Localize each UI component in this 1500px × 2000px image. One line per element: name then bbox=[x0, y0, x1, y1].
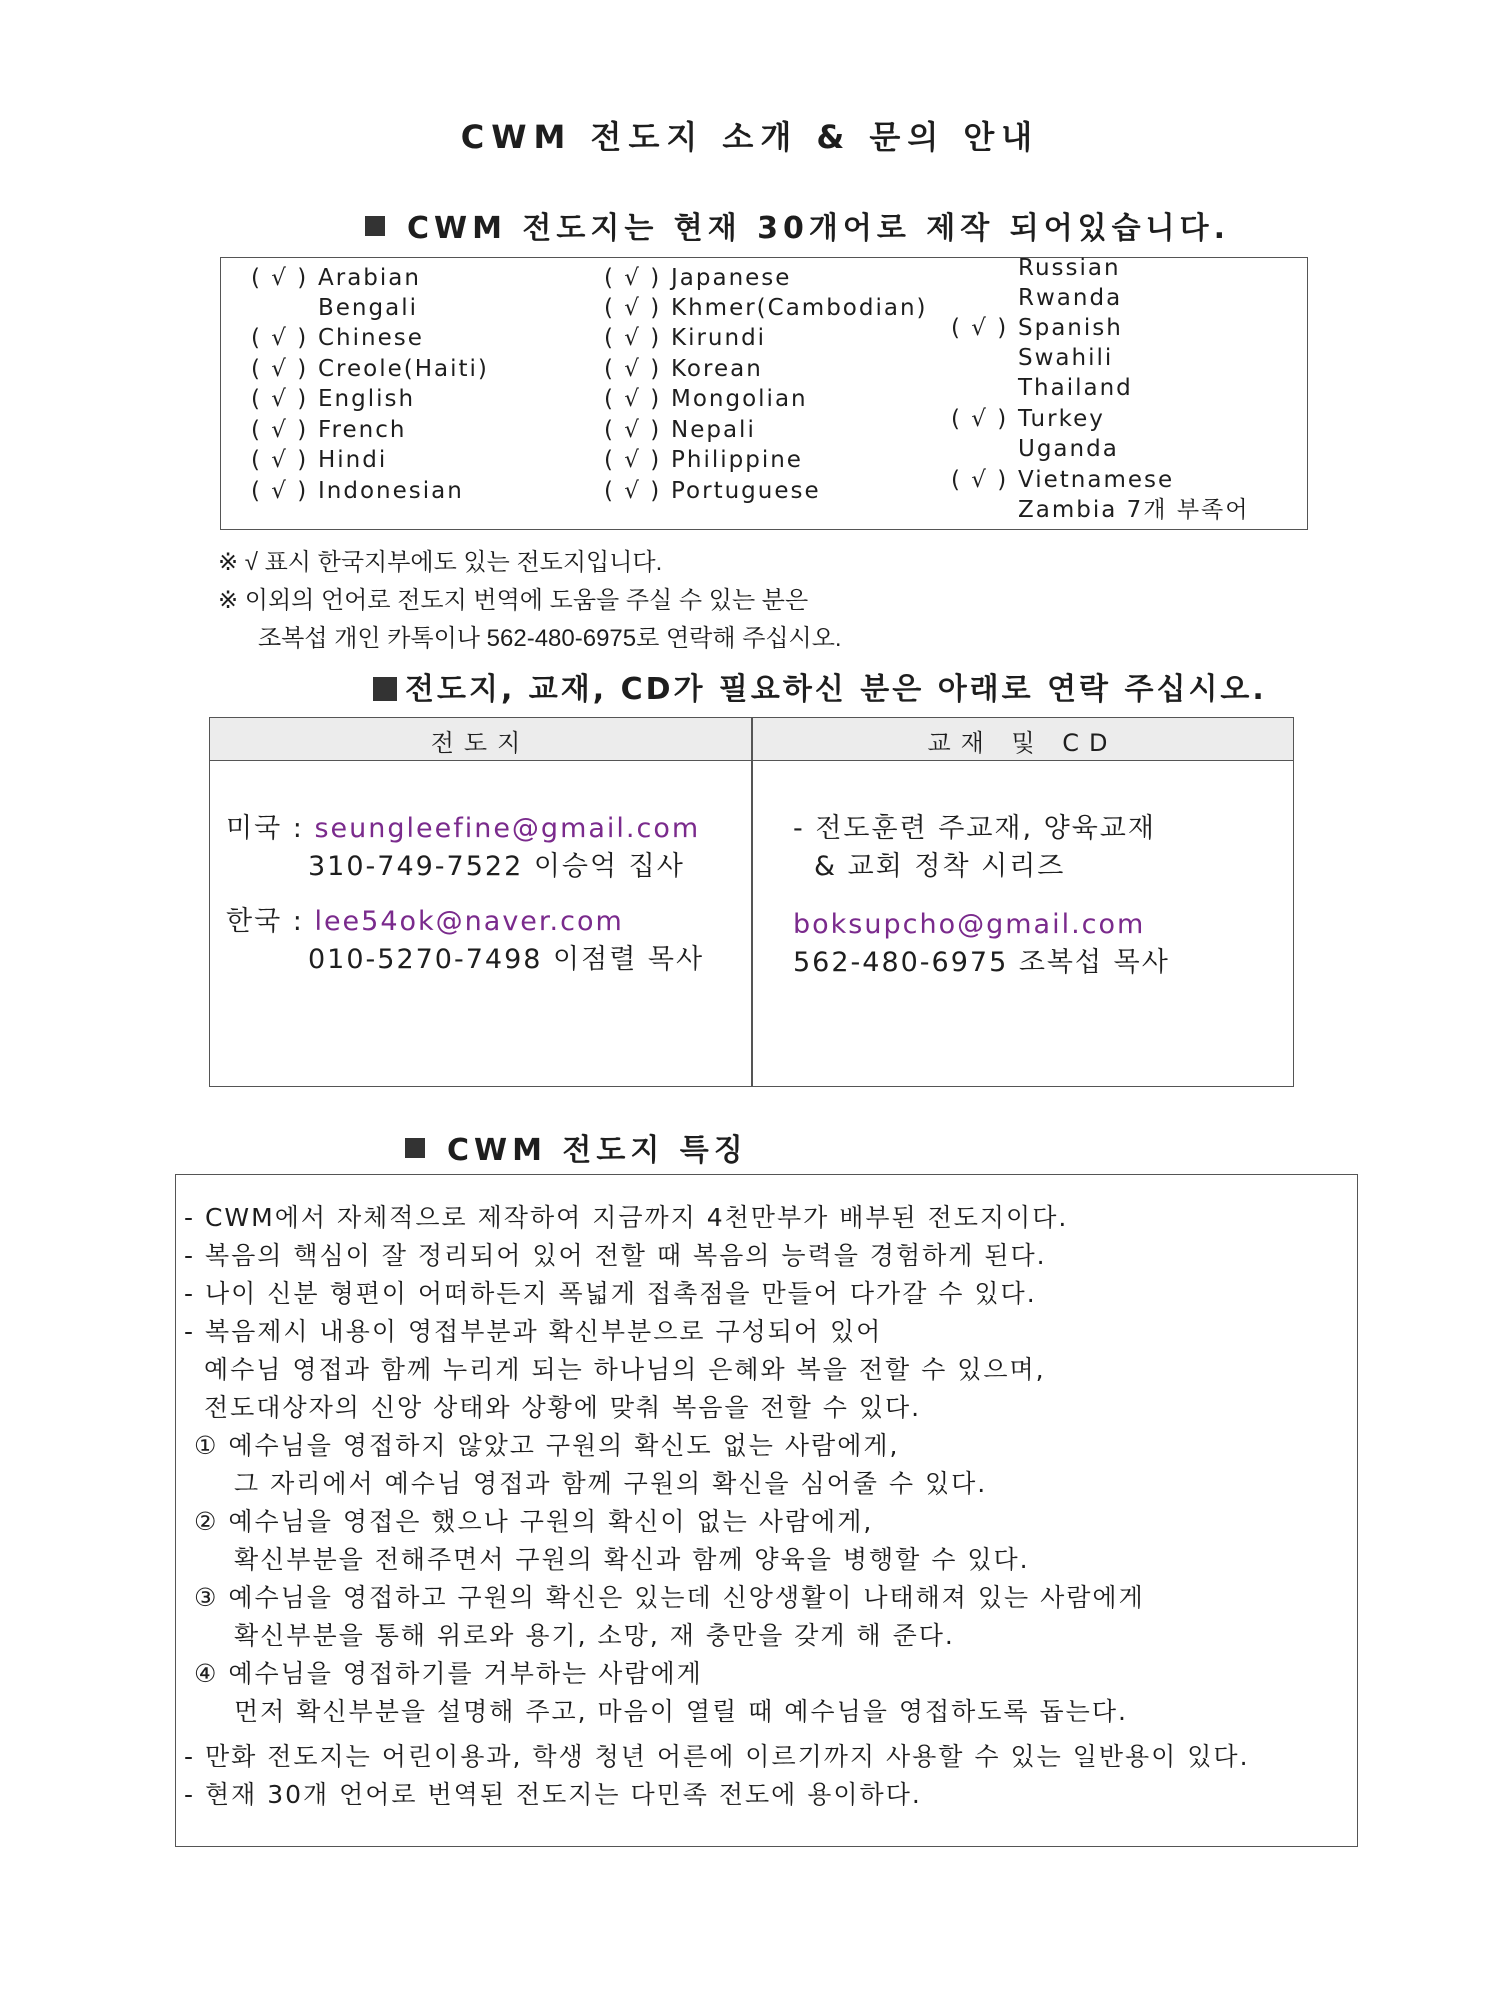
language-item: ( √ ) Mongolian bbox=[604, 386, 808, 412]
bullet-square-icon bbox=[405, 1138, 425, 1158]
contact-table bbox=[209, 717, 1294, 1087]
language-item: Swahili bbox=[1018, 345, 1114, 371]
section-languages-heading bbox=[365, 203, 1230, 247]
materials-email-link[interactable]: boksupcho@gmail.com bbox=[793, 909, 1146, 940]
language-item: ( √ ) Vietnamese bbox=[951, 467, 1175, 493]
usa-phone: 310-749-7522 이승억 집사 bbox=[308, 851, 685, 882]
usa-contact bbox=[226, 811, 700, 847]
feature-line: - 만화 전도지는 어린이용과, 학생 청년 어른에 이르기까지 사용할 수 있는 일반용이 있다. bbox=[184, 1742, 1250, 1771]
section-contact-heading bbox=[373, 664, 1267, 708]
language-item: ( √ ) Portuguese bbox=[604, 478, 821, 504]
language-item: Zambia 7개 부족어 bbox=[1018, 497, 1250, 523]
feature-line: 그 자리에서 예수님 영접과 함께 구원의 확신을 심어줄 수 있다. bbox=[234, 1469, 988, 1498]
feature-line: ③ 예수님을 영접하고 구원의 확신은 있는데 신앙생활이 나태해져 있는 사람에게 bbox=[194, 1583, 1145, 1612]
language-item: ( √ ) Korean bbox=[604, 356, 763, 382]
language-item: Thailand bbox=[1018, 375, 1133, 401]
language-item: Rwanda bbox=[1018, 285, 1123, 311]
materials-line: - 전도훈련 주교재, 양육교재 bbox=[793, 813, 1156, 844]
bullet-square-icon bbox=[373, 677, 397, 701]
note-line: ※ √ 표시 한국지부에도 있는 전도지입니다. bbox=[218, 549, 663, 576]
language-item: Uganda bbox=[1018, 436, 1119, 462]
section-contact-title: 전도지, 교재, CD가 필요하신 분은 아래로 연락 주십시오. bbox=[405, 672, 1267, 707]
language-item: ( √ ) Arabian bbox=[251, 265, 421, 291]
language-item: ( √ ) Nepali bbox=[604, 417, 756, 443]
feature-line: ④ 예수님을 영접하기를 거부하는 사람에게 bbox=[194, 1659, 703, 1688]
feature-line: - 현재 30개 언어로 번역된 전도지는 다민족 전도에 용이하다. bbox=[184, 1780, 922, 1809]
language-item: ( √ ) Hindi bbox=[251, 447, 388, 473]
usa-email-link[interactable]: seungleefine@gmail.com bbox=[314, 813, 701, 844]
language-item: ( √ ) Turkey bbox=[951, 406, 1105, 432]
feature-line: 예수님 영접과 함께 누리게 되는 하나님의 은혜와 복을 전할 수 있으며, bbox=[204, 1355, 1046, 1384]
materials-column-header: 교재 및 CD bbox=[752, 718, 1293, 761]
feature-line: 확신부분을 전해주면서 구원의 확신과 함께 양육을 병행할 수 있다. bbox=[234, 1545, 1030, 1574]
tracts-column-header: 전도지 bbox=[210, 718, 751, 761]
korea-email-link[interactable]: lee54ok@naver.com bbox=[314, 906, 624, 937]
language-item: ( √ ) Philippine bbox=[604, 447, 803, 473]
feature-line: ② 예수님을 영접은 했으나 구원의 확신이 없는 사람에게, bbox=[194, 1507, 874, 1536]
language-item: Bengali bbox=[318, 295, 418, 321]
feature-line: - 복음제시 내용이 영접부분과 확신부분으로 구성되어 있어 bbox=[184, 1317, 883, 1346]
feature-line: - CWM에서 자체적으로 제작하여 지금까지 4천만부가 배부된 전도지이다. bbox=[184, 1203, 1069, 1232]
language-item: ( √ ) Indonesian bbox=[251, 478, 464, 504]
feature-line: - 복음의 핵심이 잘 정리되어 있어 전할 때 복음의 능력을 경험하게 된다. bbox=[184, 1241, 1047, 1270]
section-features-title: CWM 전도지 특징 bbox=[447, 1133, 748, 1168]
korea-label: 한국 : bbox=[226, 906, 304, 937]
language-item: ( √ ) Spanish bbox=[951, 315, 1123, 341]
section-languages-title: CWM 전도지는 현재 30개어로 제작 되어있습니다. bbox=[407, 211, 1230, 246]
section-features-heading bbox=[405, 1125, 748, 1169]
page-title: CWM 전도지 소개 & 문의 안내 bbox=[460, 118, 1040, 156]
language-item: ( √ ) Kirundi bbox=[604, 325, 767, 351]
languages-box bbox=[220, 257, 1308, 530]
features-box bbox=[175, 1174, 1358, 1847]
note-line: ※ 이외의 언어로 전도지 번역에 도움을 주실 수 있는 분은 bbox=[218, 587, 809, 614]
language-item: ( √ ) Japanese bbox=[604, 265, 792, 291]
feature-line: 확신부분을 통해 위로와 용기, 소망, 재 충만을 갖게 해 준다. bbox=[234, 1621, 955, 1650]
materials-line: & 교회 정착 시리즈 bbox=[814, 851, 1066, 882]
language-item: ( √ ) Khmer(Cambodian) bbox=[604, 295, 928, 321]
materials-phone: 562-480-6975 조복섭 목사 bbox=[793, 947, 1170, 978]
language-item: Russian bbox=[1018, 255, 1121, 281]
column-divider bbox=[751, 718, 753, 1086]
usa-label: 미국 : bbox=[226, 813, 304, 844]
note-line: 조복섭 개인 카톡이나 562-480-6975로 연락해 주십시오. bbox=[258, 625, 842, 652]
feature-line: 먼저 확신부분을 설명해 주고, 마음이 열릴 때 예수님을 영접하도록 돕는다. bbox=[234, 1697, 1128, 1726]
feature-line: ① 예수님을 영접하지 않았고 구원의 확신도 없는 사람에게, bbox=[194, 1431, 900, 1460]
language-item: ( √ ) French bbox=[251, 417, 407, 443]
korea-phone: 010-5270-7498 이점렬 목사 bbox=[308, 944, 705, 975]
feature-line: 전도대상자의 신앙 상태와 상황에 맞춰 복음을 전할 수 있다. bbox=[204, 1393, 922, 1422]
bullet-square-icon bbox=[365, 216, 385, 236]
language-item: ( √ ) Chinese bbox=[251, 325, 424, 351]
language-item: ( √ ) Creole(Haiti) bbox=[251, 356, 489, 382]
korea-contact bbox=[226, 904, 624, 940]
language-item: ( √ ) English bbox=[251, 386, 416, 412]
feature-line: - 나이 신분 형편이 어떠하든지 폭넓게 접촉점을 만들어 다가갈 수 있다. bbox=[184, 1279, 1037, 1308]
